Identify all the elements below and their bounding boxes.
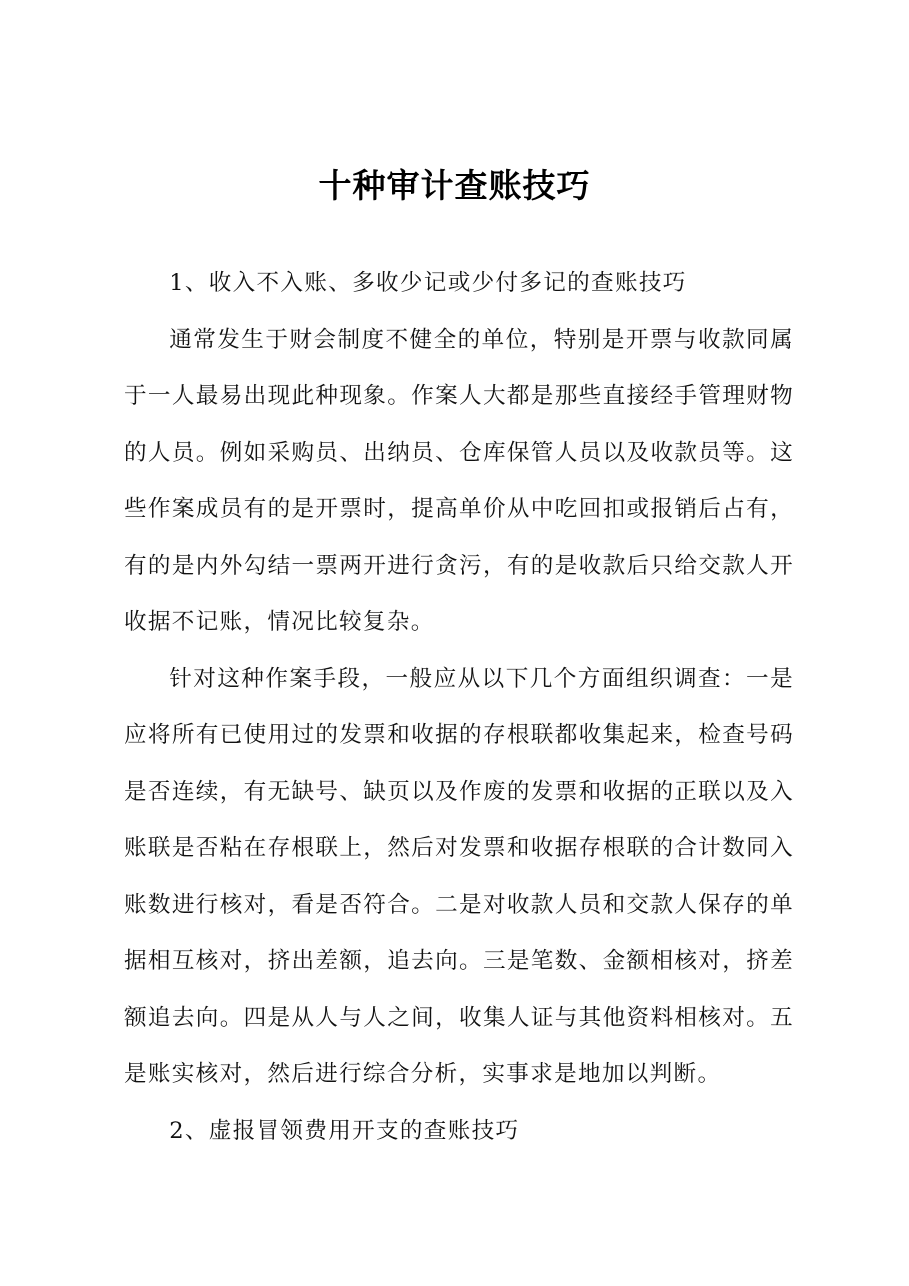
document-body [124, 255, 794, 1159]
document-title: 十种审计查账技巧 [318, 166, 591, 205]
body-paragraph: 针对这种作案手段，一般应从以下几个方面组织调查：一是应将所有已使用过的发票和收据的存根联都收集起来，检查号码是否连续，有无缺号、缺页以及作废的发票和收据的正联以及入账联是否粘在存根联上，然后对发票和收据存根联的合计数同入账数进行核对，看是否符合。二是对收款人员和交款人保存的单据相互核对，挤出差额，追去向。三是笔数、金额相核对，挤差额追去向。四是从人与人之间，收集人证与其他资料相核对。五是账实核对，然后进行综合分析，实事求是地加以判断。 [124, 665, 794, 1087]
section-heading-1: 1、收入不入账、多收少记或少付多记的查账技巧 [169, 270, 687, 296]
section-heading-2: 2、虚报冒领费用开支的查账技巧 [169, 1117, 520, 1144]
body-paragraph: 通常发生于财会制度不健全的单位，特别是开票与收款同属于一人最易出现此种现象。作案人大都是那些直接经手管理财物的人员。例如采购员、出纳员、仓库保管人员以及收款员等。这些作案成员有的是开票时，提高单价从中吃回扣或报销后占有，有的是内外勾结一票两开进行贪污，有的是收款后只给交款人开收据不记账，情况比较复杂。 [124, 326, 794, 635]
